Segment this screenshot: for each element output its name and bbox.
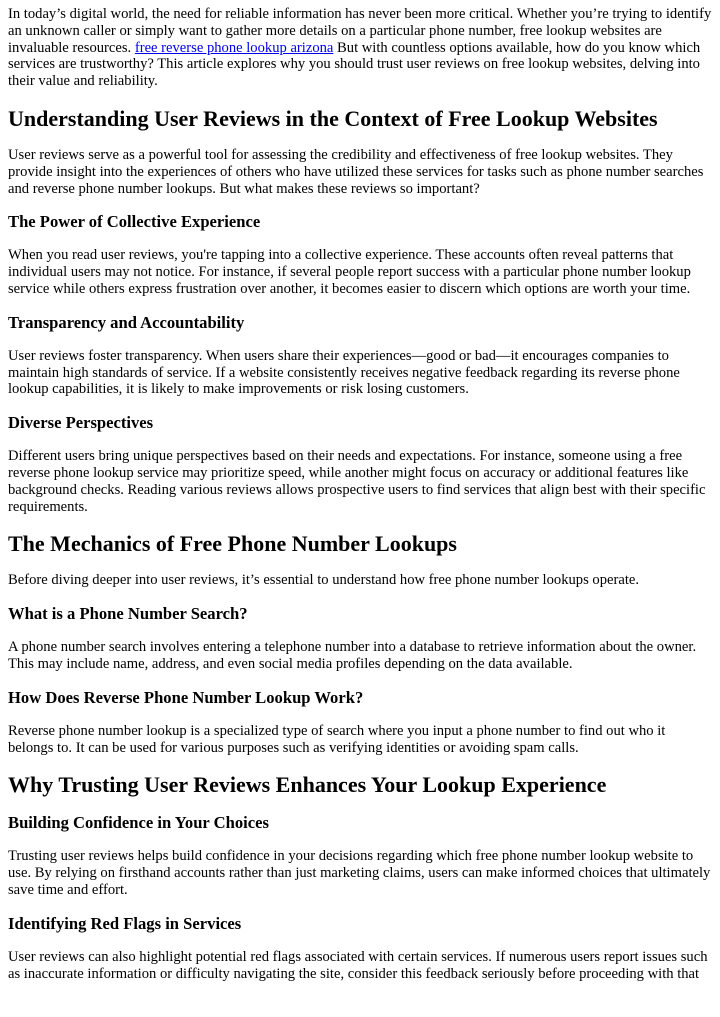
heading-how-reverse-lookup-works: How Does Reverse Phone Number Lookup Work?	[8, 687, 364, 707]
heading-why-trusting-reviews: Why Trusting User Reviews Enhances Your Lookup Experience	[8, 772, 607, 798]
paragraph-red-flags: User reviews can also highlight potential red flags associated with certain services. If numerous users report issues such as inaccurate information or difficulty navigating the site, consider this feedback seriously before proceeding with that	[8, 948, 708, 982]
heading-mechanics: The Mechanics of Free Phone Number Lookups	[8, 531, 457, 557]
heading-understanding: Understanding User Reviews in the Context of Free Lookup Websites	[8, 105, 658, 131]
paragraph-building-confidence: Trusting user reviews helps build confidence in your decisions regarding which free phone number lookup website to use. By relying on firsthand accounts rather than just marketing claims, users can make informed choices that ultimately save time and effort.	[8, 848, 711, 898]
intro-paragraph	[8, 6, 712, 90]
heading-red-flags: Identifying Red Flags in Services	[8, 913, 242, 933]
heading-collective-experience: The Power of Collective Experience	[8, 212, 261, 232]
paragraph-mechanics: Before diving deeper into user reviews, it’s essential to understand how free phone number lookups operate.	[8, 572, 640, 589]
free-reverse-phone-lookup-link[interactable]: free reverse phone lookup arizona	[134, 39, 334, 56]
paragraph-collective-experience: When you read user reviews, you're tapping into a collective experience. These accounts often reveal patterns that individual users may not notice. For instance, if several people report success with a particular phone number lookup service while others express frustration over another, it becomes easier to discern which options are worth your time.	[8, 247, 691, 297]
intro-text-after: But with countless options available, how do you know which services are trustworthy? This article explores why you should trust user reviews on free lookup websites, delving into their value and reliability.	[8, 39, 701, 90]
heading-transparency: Transparency and Accountability	[8, 312, 245, 332]
paragraph-how-reverse-lookup-works: Reverse phone number lookup is a specialized type of search where you input a phone number to find out who it belongs to. It can be used for various purposes such as verifying identities or avoiding spam calls.	[8, 722, 666, 756]
heading-what-is-phone-search: What is a Phone Number Search?	[8, 604, 248, 624]
paragraph-understanding: User reviews serve as a powerful tool for assessing the credibility and effectiveness of free lookup websites. They provide insight into the experiences of others who have utilized these services for tasks such as phone number searches and reverse phone number lookups. But what makes these reviews so important?	[8, 146, 704, 197]
paragraph-diverse-perspectives: Different users bring unique perspectives based on their needs and expectations. For instance, someone using a free reverse phone lookup service may prioritize speed, while another might focus on accuracy or additional features like background checks. Reading various reviews allows prospective users to find services that align best with their specific requirements.	[8, 448, 706, 515]
intro-text-before: In today’s digital world, the need for reliable information has never been more critical. Whether you’re trying to identify an unknown caller or simply want to gather more details on a particular phone number, free lookup websites are invaluable resources.	[8, 6, 712, 56]
heading-building-confidence: Building Confidence in Your Choices	[8, 813, 269, 833]
paragraph-transparency: User reviews foster transparency. When users share their experiences—good or bad—it encourages companies to maintain high standards of service. If a website consistently receives negative feedback regarding its reverse phone lookup capabilities, it is likely to make improvements or risk losing customers.	[8, 347, 680, 398]
paragraph-what-is-phone-search: A phone number search involves entering a telephone number into a database to retrieve information about the owner. This may include name, address, and even social media profiles depending on the data available.	[8, 639, 697, 672]
heading-diverse-perspectives: Diverse Perspectives	[8, 413, 154, 433]
